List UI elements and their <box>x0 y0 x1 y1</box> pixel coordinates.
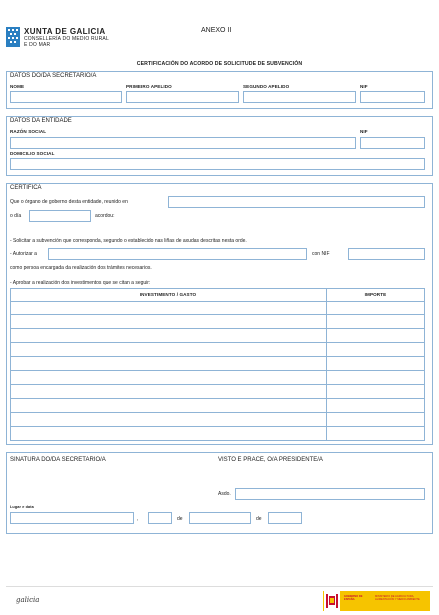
o-dia-field[interactable] <box>29 210 91 222</box>
comma-separator: , <box>137 516 139 522</box>
autorizar-a-field[interactable] <box>48 248 307 260</box>
table-row <box>10 426 425 427</box>
org-subtitle-1: CONSELLERÍA DO MEDIO RURAL <box>24 36 109 42</box>
ministry-government-label: GOBIERNO DE ESPAÑA <box>344 595 363 602</box>
year-field[interactable] <box>268 512 302 524</box>
table-column-divider <box>326 288 327 441</box>
table-row <box>10 384 425 385</box>
table-row <box>10 412 425 413</box>
table-row <box>10 342 425 343</box>
secretary-signature-label: SINATURA DO/DA SECRETARIO/A <box>10 457 106 463</box>
footer-divider <box>6 586 433 587</box>
spain-ministry-logo <box>323 591 430 611</box>
month-field[interactable] <box>189 512 251 524</box>
table-row <box>10 370 425 371</box>
table-row <box>10 398 425 399</box>
secretary-nif-field[interactable] <box>360 91 425 103</box>
asdo-field[interactable] <box>235 488 425 500</box>
certifica-line-1: Que o órgano de goberno desta entidade, reunido en <box>10 199 128 205</box>
certifica-item-2a: - Autorizar a <box>10 251 37 257</box>
secretary-heading: DATOS DO/DA SECRETARIO/A <box>10 73 97 79</box>
razon-social-field[interactable] <box>10 137 356 149</box>
day-field[interactable] <box>148 512 172 524</box>
investments-table <box>10 288 425 441</box>
col-importe-header: IMPORTE <box>364 292 387 297</box>
org-subtitle-2: E DO MAR <box>24 42 51 48</box>
segundo-apelido-field[interactable] <box>243 91 356 103</box>
place-field[interactable] <box>10 512 134 524</box>
label-razon-social: RAZÓN SOCIAL <box>10 129 47 134</box>
spain-coat-of-arms-icon <box>324 591 340 611</box>
certifica-item-3: - Aprobar a realización dos investimentos que se citan a seguir: <box>10 280 151 286</box>
label-nome: NOME <box>10 84 25 89</box>
document-title: CERTIFICACIÓN DO ACORDO DE SOLICITUDE DE SUBVENCIÓN <box>136 61 303 67</box>
certifica-line-2b: acordou: <box>95 213 115 219</box>
entity-heading: DATOS DA ENTIDADE <box>10 118 72 124</box>
table-row <box>10 314 425 315</box>
label-primeiro-apelido: PRIMEIRO APELIDO <box>126 84 172 89</box>
xunta-logo <box>6 27 20 47</box>
certifica-item-2c: como persoa encargada da realización dos trámites necesarios. <box>10 265 152 271</box>
place-date-label: Lugar e data <box>10 505 34 509</box>
table-header-divider <box>10 301 425 302</box>
entity-nif-field[interactable] <box>360 137 425 149</box>
asdo-label: Asdo. <box>218 491 231 497</box>
certifica-line-2a: o día <box>10 213 22 219</box>
de-label-2: de <box>256 516 262 522</box>
table-row <box>10 356 425 357</box>
table-row <box>10 328 425 329</box>
certifica-item-1: - Solicitar a subvención que corresponda, segundo o establecido nas liñas de axudas descritas nesta orde. <box>10 238 247 244</box>
ministry-name-label: MINISTERIO DE AGRICULTURA, ALIMENTACIÓN Y MEDIO AMBIENTE <box>375 595 420 602</box>
president-signature-label: VISTO E PRACE, O/A PRESIDENTE/A <box>218 457 323 463</box>
nome-field[interactable] <box>10 91 122 103</box>
xunta-emblem-icon <box>6 27 20 47</box>
label-entity-nif: NIF <box>360 129 368 134</box>
galicia-logo: galicia <box>16 596 40 604</box>
autorizar-nif-field[interactable] <box>348 248 425 260</box>
reunido-en-field[interactable] <box>168 196 425 208</box>
de-label-1: de <box>177 516 183 522</box>
certifica-item-2b: con NIF <box>312 251 330 257</box>
label-domicilio-social: DOMICILIO SOCIAL <box>10 151 55 156</box>
domicilio-social-field[interactable] <box>10 158 425 170</box>
primeiro-apelido-field[interactable] <box>126 91 239 103</box>
label-segundo-apelido: SEGUNDO APELIDO <box>243 84 290 89</box>
col-investimento-header: INVESTIMENTO / GASTO <box>139 292 197 297</box>
label-nif: NIF <box>360 84 368 89</box>
annex-label: ANEXO II <box>201 27 232 34</box>
org-title: XUNTA DE GALICIA <box>24 27 106 36</box>
certifica-heading: CERTIFICA <box>10 185 42 191</box>
